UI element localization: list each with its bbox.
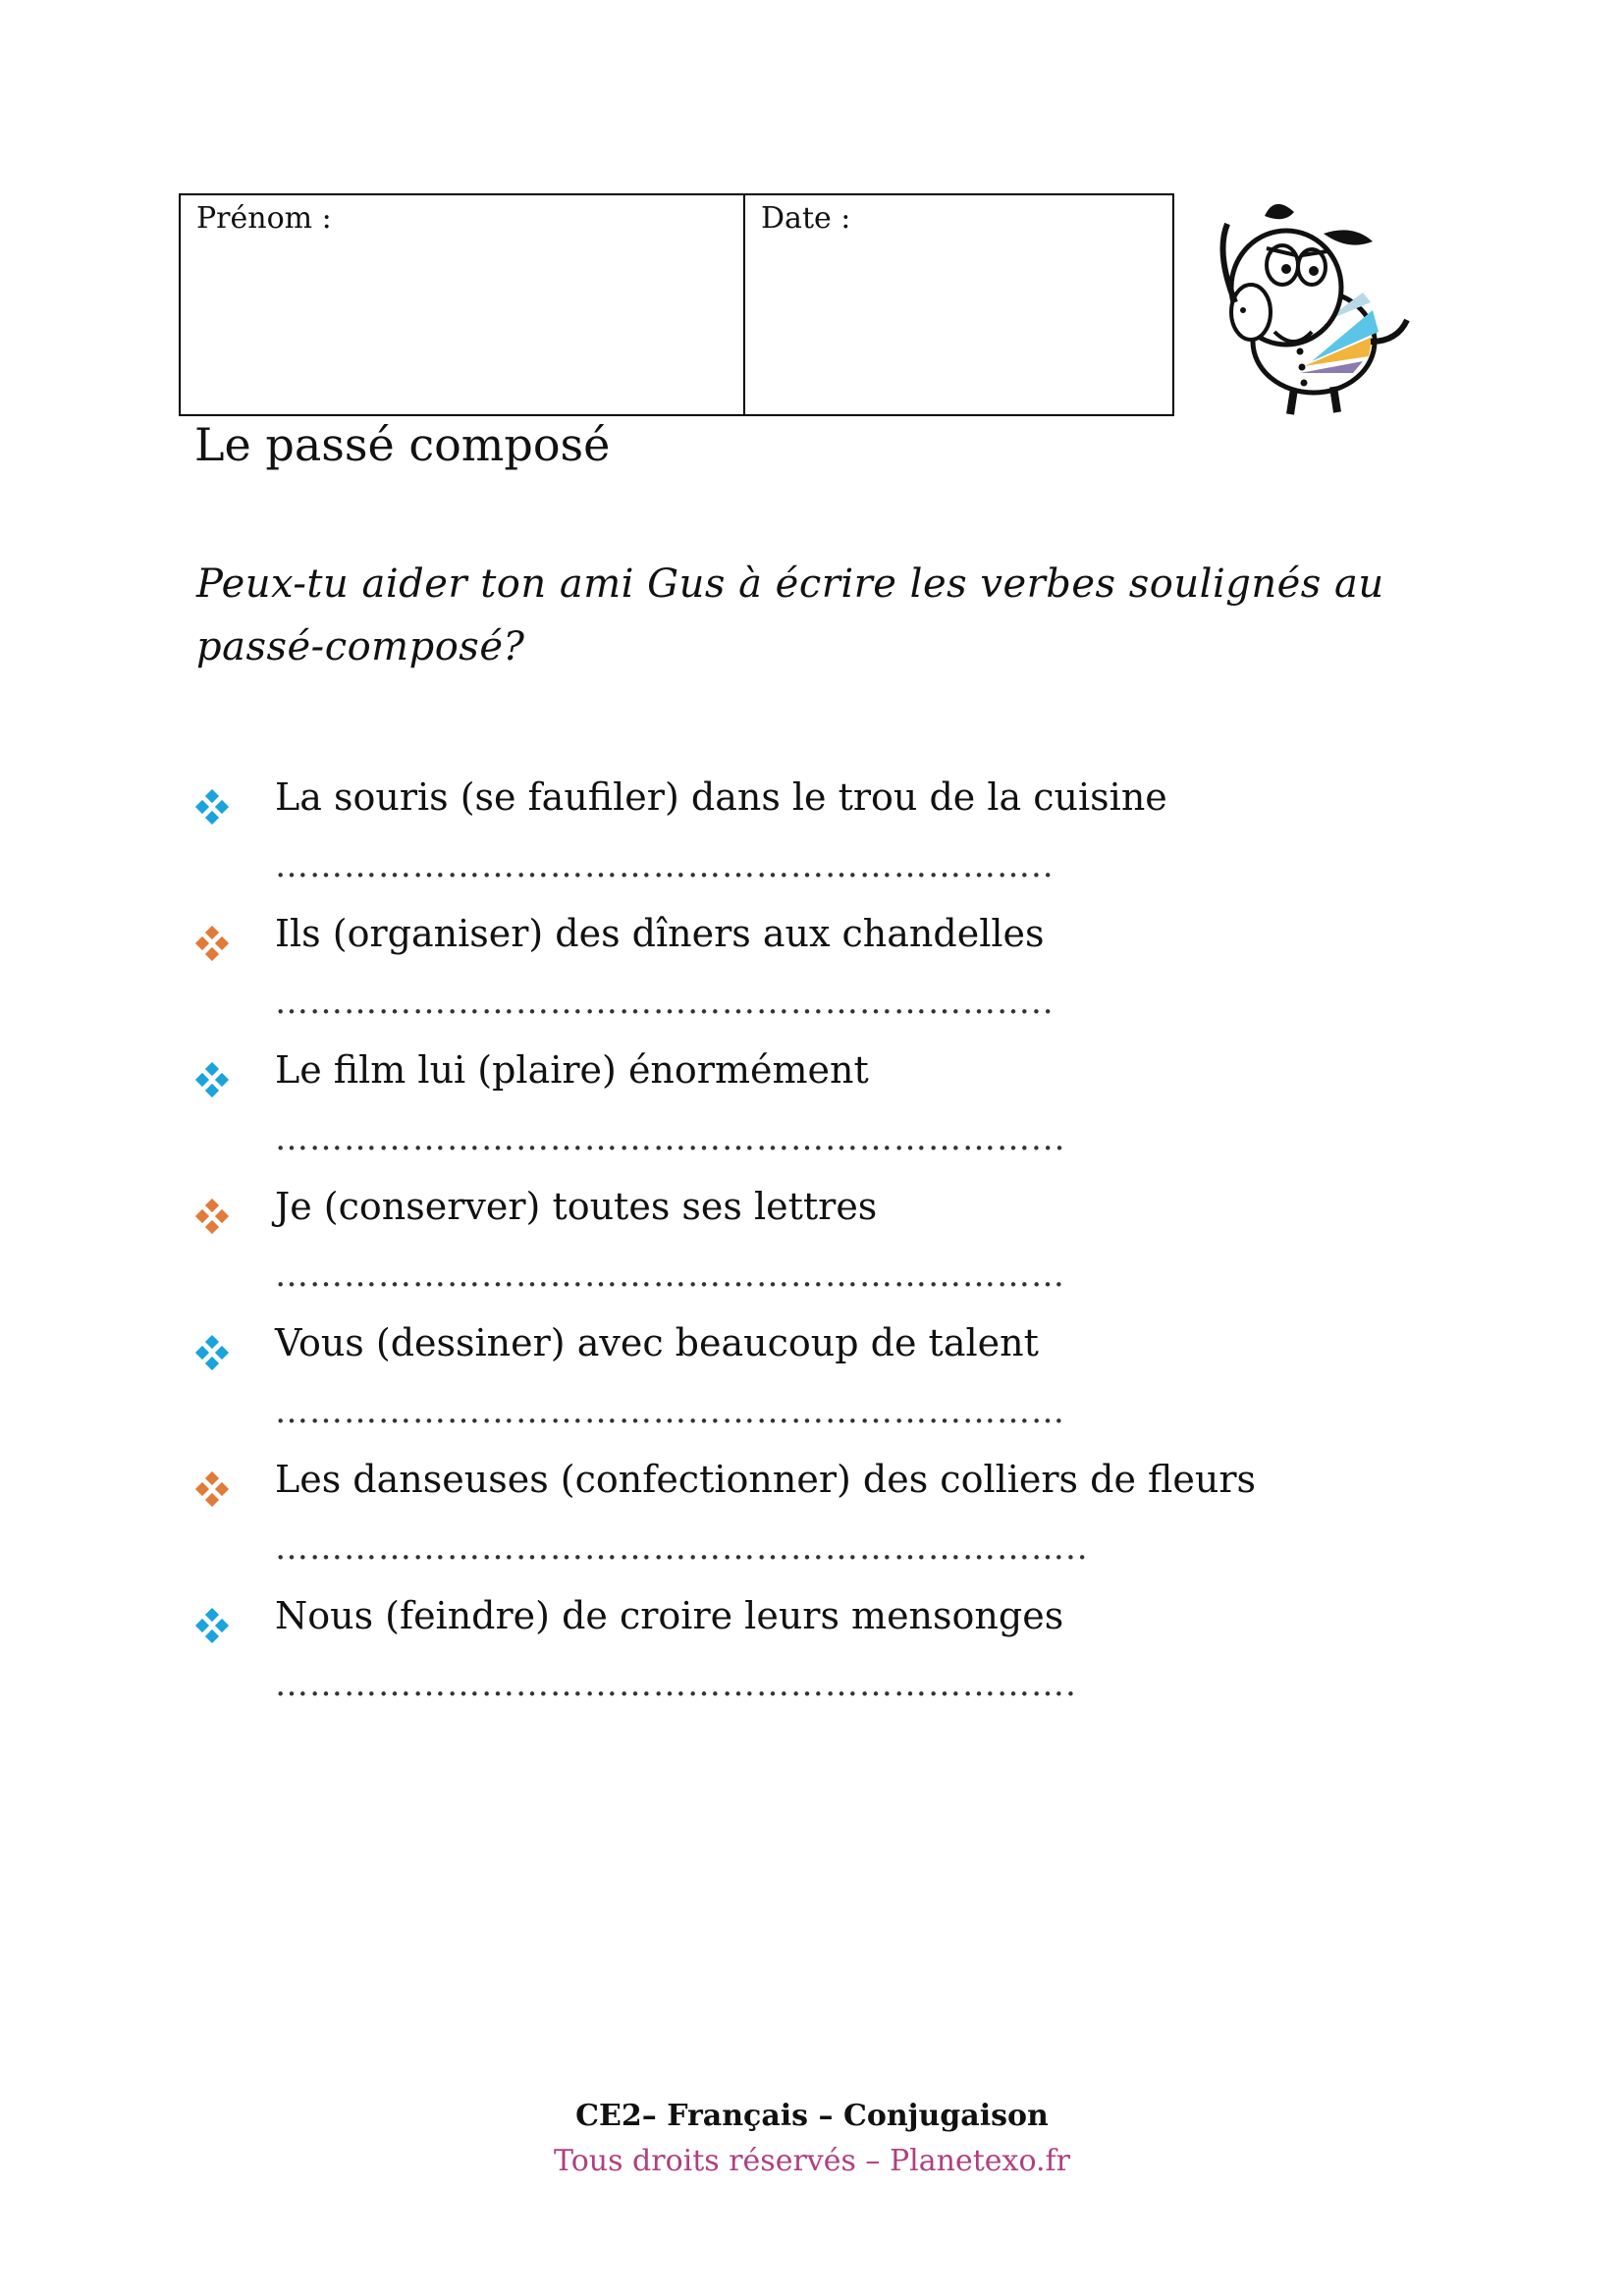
diamond-bullet-icon bbox=[194, 789, 230, 825]
footer-title: CE2– Français – Conjugaison bbox=[575, 2099, 1049, 2133]
instruction-text: Peux-tu aider ton ami Gus à écrire les verbes soulignés au passé-composé? bbox=[196, 561, 1384, 669]
exercise-item bbox=[194, 1321, 1471, 1458]
exercise-sentence: Les danseuses (confectionner) des colliers de fleurs bbox=[275, 1458, 1257, 1501]
answer-line[interactable]: ………………………………………………………….. bbox=[275, 983, 1055, 1022]
footer-rights[interactable]: Tous droits réservés – Planetexo.fr bbox=[554, 2144, 1070, 2178]
diamond-bullet-icon bbox=[194, 1199, 230, 1234]
diamond-bullet-icon bbox=[194, 1608, 230, 1643]
answer-line[interactable]: …………………………………………………………... bbox=[275, 1119, 1066, 1158]
date-label: Date : bbox=[761, 201, 851, 236]
exercise-sentence: Nous (feindre) de croire leurs mensonges bbox=[275, 1594, 1064, 1637]
header-table bbox=[179, 193, 1174, 416]
answer-line[interactable]: …………………………………………………………… bbox=[275, 1392, 1065, 1431]
diamond-bullet-icon bbox=[194, 1471, 230, 1507]
answer-line[interactable]: …………………………………………………………….. bbox=[275, 1528, 1089, 1568]
exercise-item bbox=[194, 1594, 1471, 1731]
exercise-sentence: La souris (se faufiler) dans le trou de la cuisine bbox=[275, 775, 1167, 819]
date-cell[interactable] bbox=[745, 195, 1172, 414]
diamond-bullet-icon bbox=[194, 1335, 230, 1370]
exercise-sentence: Je (conserver) toutes ses lettres bbox=[275, 1185, 878, 1228]
exercise-list bbox=[194, 775, 1471, 1731]
exercise-item bbox=[194, 1048, 1471, 1185]
name-label: Prénom : bbox=[196, 201, 332, 236]
diamond-bullet-icon bbox=[194, 1062, 230, 1097]
exercise-item bbox=[194, 775, 1471, 912]
exercise-sentence: Vous (dessiner) avec beaucoup de talent bbox=[275, 1321, 1039, 1364]
name-cell[interactable] bbox=[181, 195, 745, 414]
exercise-item bbox=[194, 1185, 1471, 1321]
exercise-item bbox=[194, 912, 1471, 1048]
answer-line[interactable]: …………………………………………………………… bbox=[275, 1255, 1065, 1295]
gus-sheep-mascot-icon bbox=[1206, 194, 1416, 416]
answer-line[interactable]: ……………………………………………………………. bbox=[275, 1665, 1077, 1704]
exercise-sentence: Ils (organiser) des dîners aux chandelles bbox=[275, 912, 1045, 955]
page-title: Le passé composé bbox=[194, 418, 611, 471]
diamond-bullet-icon bbox=[194, 926, 230, 961]
answer-line[interactable]: ………………………………………………………….. bbox=[275, 846, 1055, 885]
exercise-item bbox=[194, 1458, 1471, 1594]
exercise-sentence: Le film lui (plaire) énormément bbox=[275, 1048, 869, 1092]
